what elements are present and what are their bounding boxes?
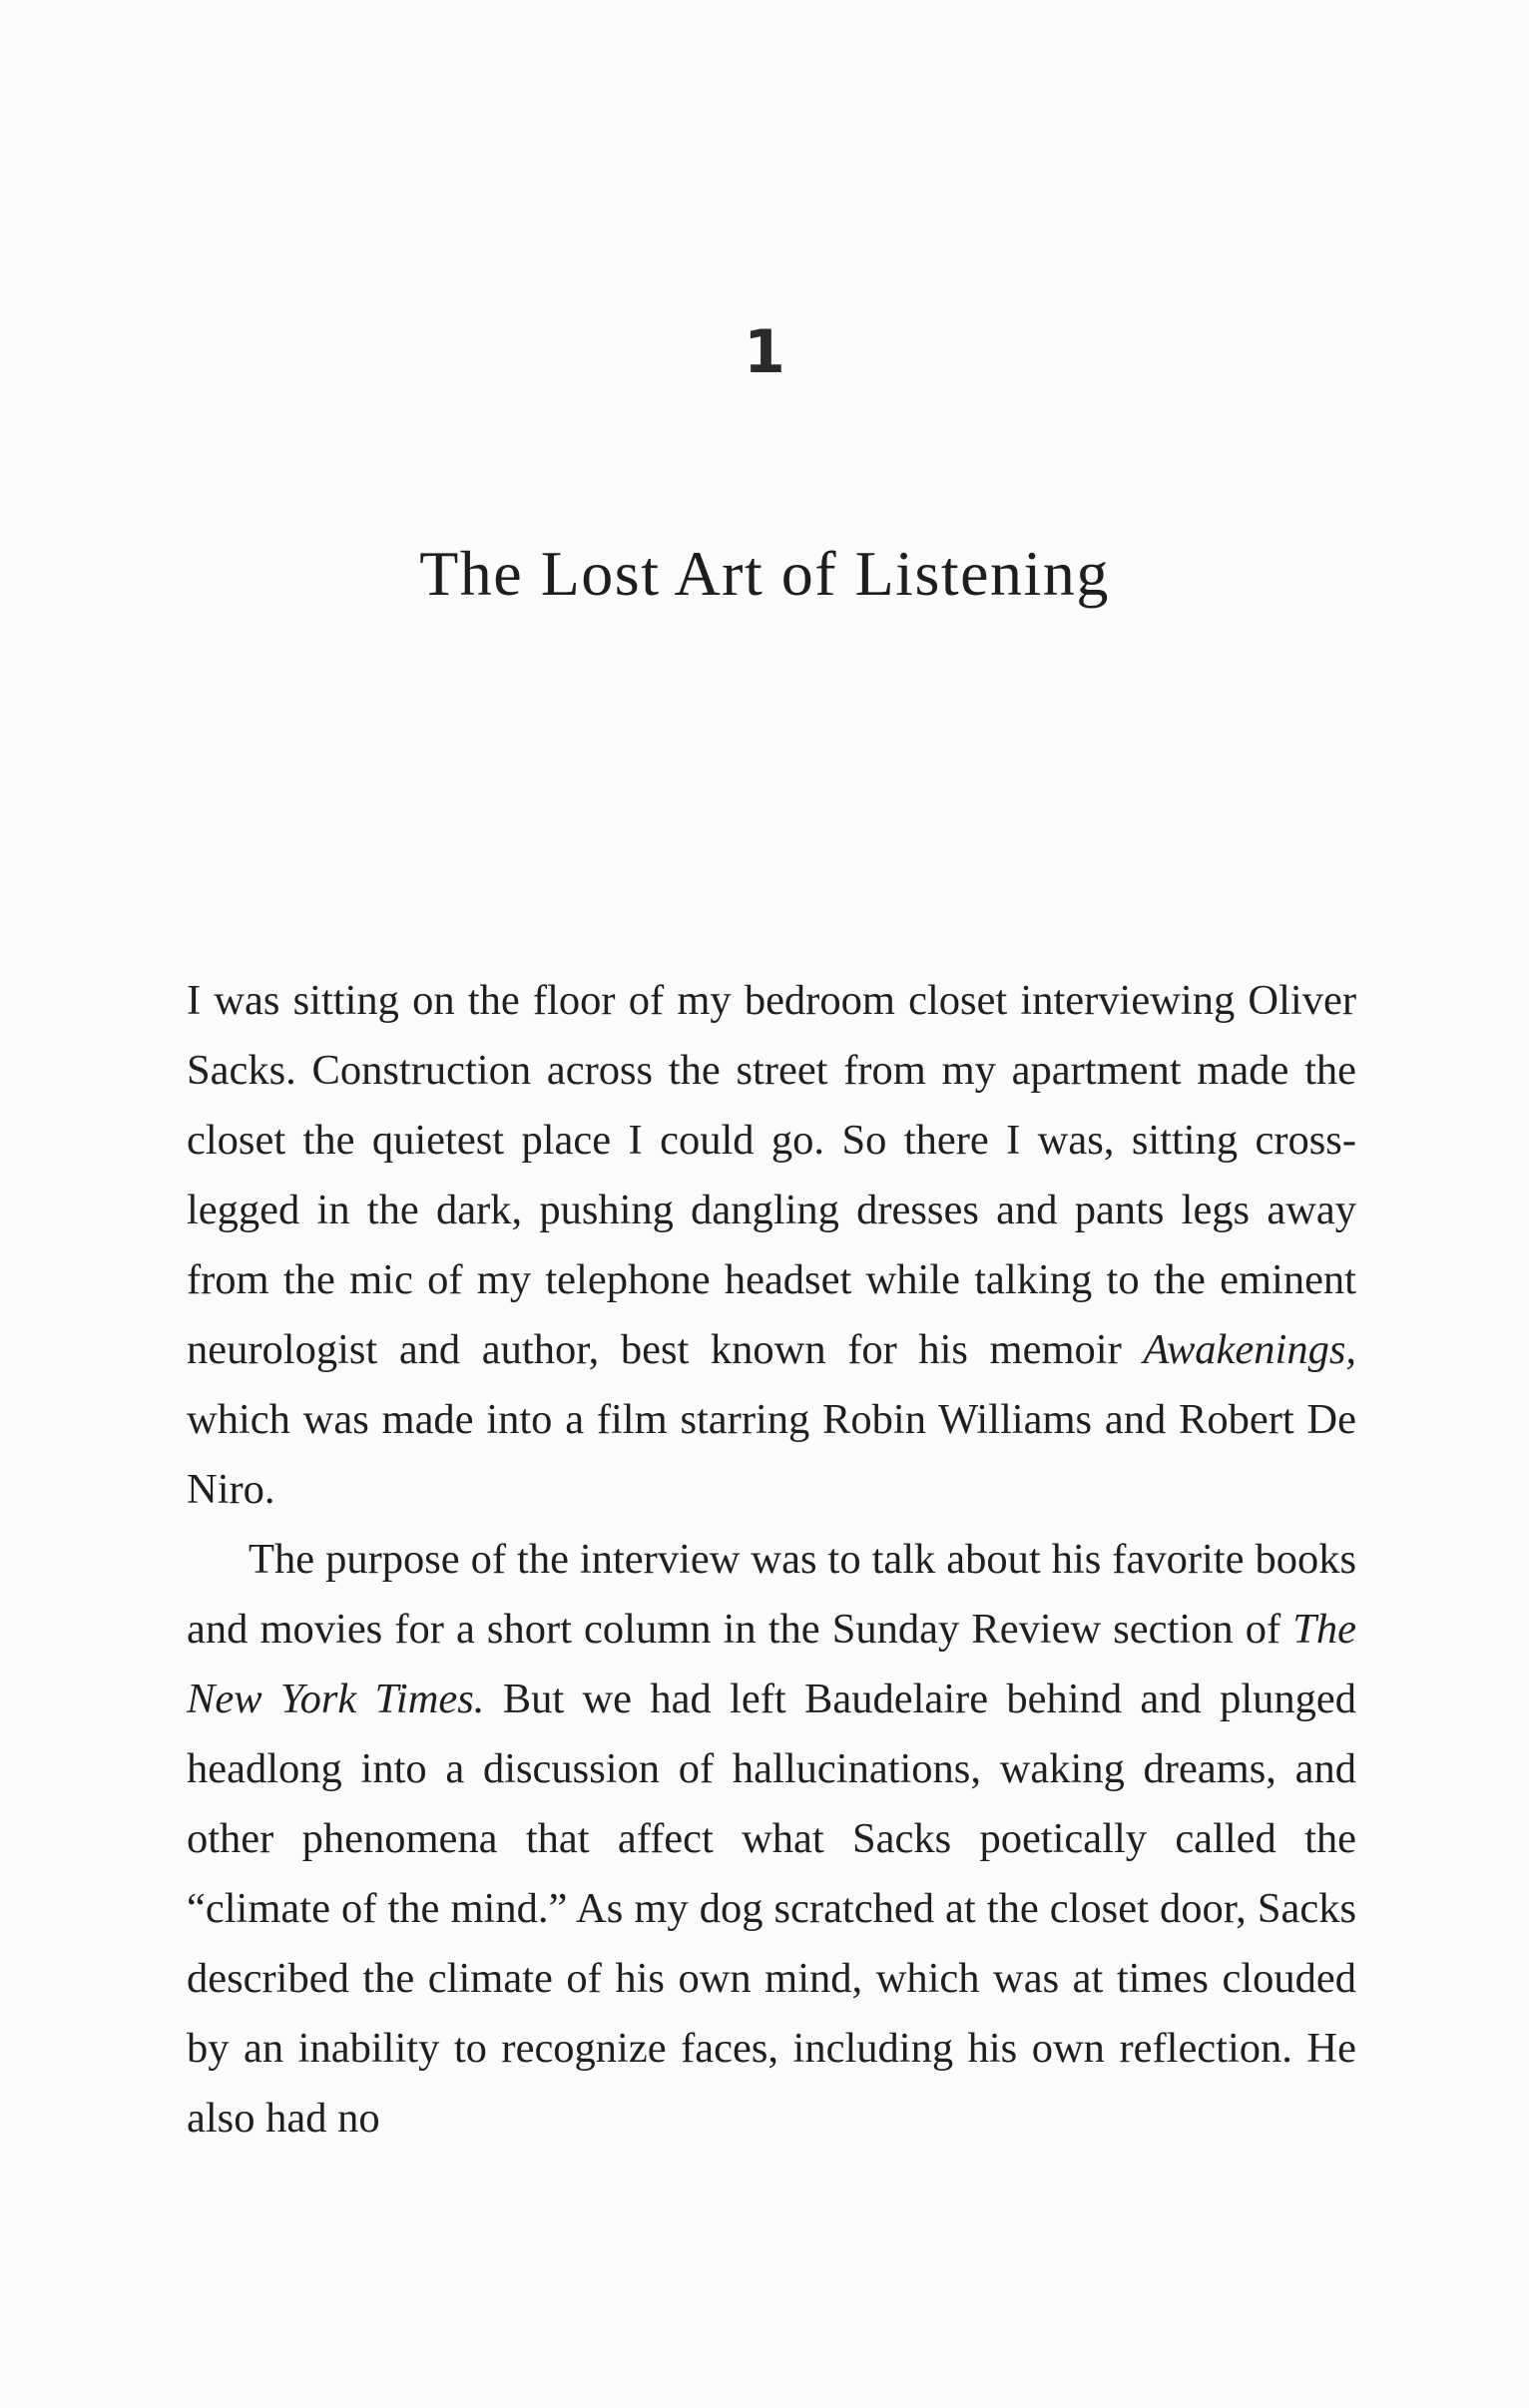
- paragraph-1: [187, 966, 1356, 1525]
- paragraph-text: But we had left Baudelaire behind and plunged headlong into a discussion of hallucinations, waking dreams, and other phenomena that affect what Sacks poetically called the “climate of the mind.” As my dog scratched at the closet door, Sacks described the climate of his own mind, which was at times clouded by an inability to recognize faces, including his own reflection. He also had no: [187, 1676, 1357, 2142]
- paragraph-text: I was sitting on the floor of my bedroom closet interviewing Oliver Sacks. Construction across the street from my apartment made the closet the quietest place I could go. So there I was, sitting cross-legged in the dark, pushing dangling dresses and pants legs away from the mic of my telephone headset while talking to the eminent neurologist and author, best known for his memoir: [187, 977, 1356, 1373]
- paragraph-text: which was made into a film starring Robin Williams and Robert De Niro.: [187, 1396, 1356, 1513]
- publication-title-italic: The New York Times.: [187, 1606, 1356, 1722]
- chapter-number: 1: [744, 317, 785, 387]
- paragraph-text: The purpose of the interview was to talk about his favorite books and movies for a short column in the Sunday Review section of: [187, 1536, 1356, 1653]
- chapter-body: [187, 966, 1356, 2154]
- chapter-title: The Lost Art of Listening: [419, 538, 1110, 609]
- paragraph-2: [187, 1525, 1356, 2154]
- book-title-italic: Awakenings,: [1143, 1326, 1356, 1373]
